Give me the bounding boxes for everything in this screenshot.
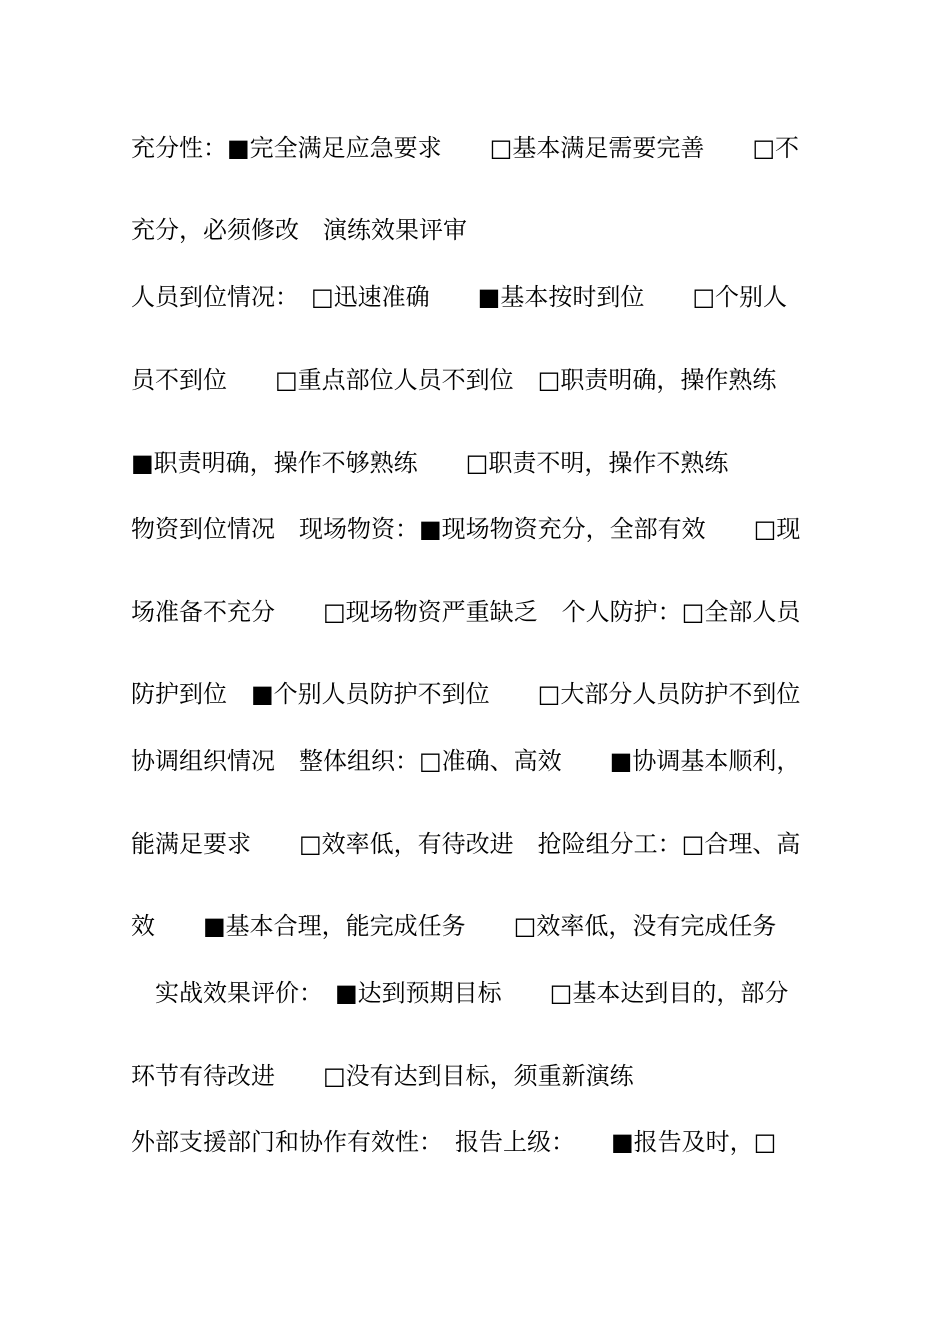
text-line-external-support: 外部支援部门和协作有效性： 报告上级： ■报告及时，□	[131, 1128, 777, 1156]
text-line-combat-effect-cont: 环节有待改进 □没有达到目标，须重新演练	[131, 1062, 634, 1090]
text-line-rescue-division: 效 ■基本合理，能完成任务 □效率低，没有完成任务	[131, 912, 777, 940]
text-line-coordination-cont: 能满足要求 □效率低，有待改进 抢险组分工：□合理、高	[131, 830, 801, 858]
text-line-combat-effect: 实战效果评价： ■达到预期目标 □基本达到目的，部分	[131, 979, 789, 1007]
text-line-sufficiency: 充分性：■完全满足应急要求 □基本满足需要完善 □不	[131, 134, 800, 162]
text-line-personnel-cont: 员不到位 □重点部位人员不到位 □职责明确，操作熟练	[131, 366, 777, 394]
text-line-personnel: 人员到位情况： □迅速准确 ■基本按时到位 □个别人	[131, 283, 788, 311]
text-line-coordination: 协调组织情况 整体组织：□准确、高效 ■协调基本顺利，	[131, 747, 801, 775]
text-line-materials: 物资到位情况 现场物资：■现场物资充分，全部有效 □现	[131, 515, 801, 543]
text-line-materials-cont: 场准备不充分 □现场物资严重缺乏 个人防护：□全部人员	[131, 598, 801, 626]
text-line-personnel-duty: ■职责明确，操作不够熟练 □职责不明，操作不熟练	[131, 449, 729, 477]
text-line-sufficiency-cont: 充分，必须修改 演练效果评审	[131, 216, 467, 244]
text-line-protection: 防护到位 ■个别人员防护不到位 □大部分人员防护不到位	[131, 680, 801, 708]
